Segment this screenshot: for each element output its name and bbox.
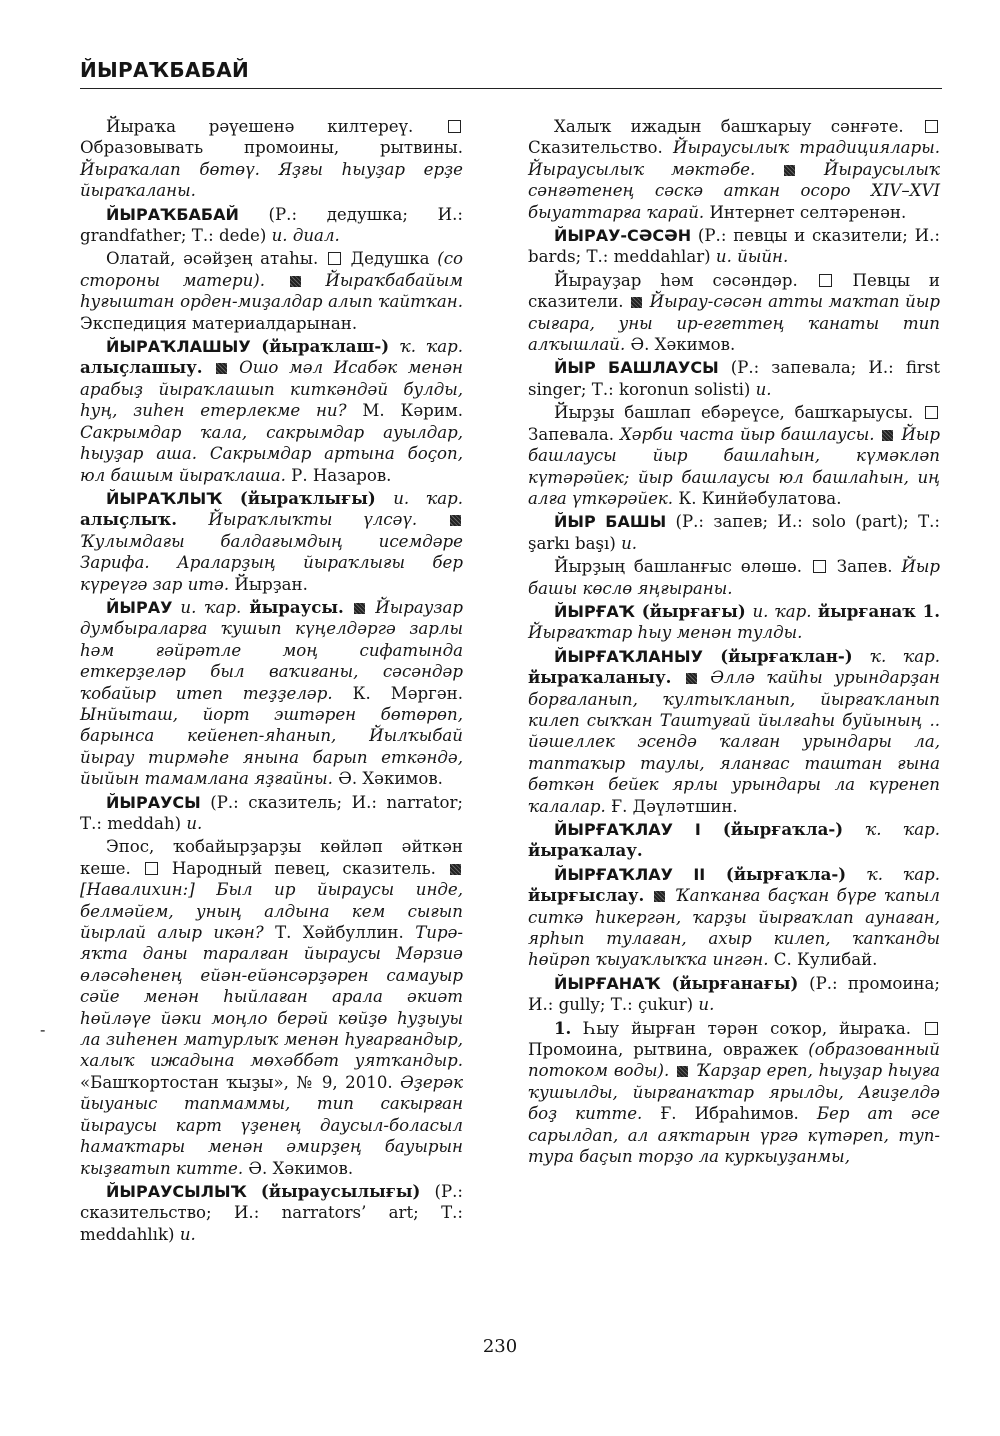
dictionary-paragraph [528, 225, 940, 268]
running-head: ЙЫРАҠБАБАЙ [80, 58, 250, 82]
italic-text: ҡ. ҡар. [869, 646, 940, 666]
bold-text: (йырғаҡла-) [705, 863, 867, 884]
text-run: Ғ. Ибраһимов. [642, 1104, 817, 1124]
italic-text: Ҡулымдағы балдағымдың исемдәре Зарифа. Араларҙың йыраҡлығы бер күреүгә зар итә. [80, 531, 463, 594]
text-run: К. Мәргән. [332, 683, 463, 703]
dictionary-paragraph [528, 601, 940, 644]
italic-text: и. [621, 533, 638, 553]
italic-text: Ҡапҡанға баҫҡан бүре ҡапыл ситкә һикергән, ҡарҙы йырғаҡлап аунаған, ярһып тулаған, ахыр килеп, ҡапҡанды һөйрәп ҡыуаҡлыҡҡа ингән. [528, 886, 940, 970]
dictionary-paragraph [528, 1018, 940, 1168]
italic-text: Йыраусылыҡ сәнғәтенең сәскә аткан осоро XIV–XVI быуаттарға ҡарай. [528, 159, 940, 222]
translation-marker-icon [925, 1022, 938, 1035]
italic-text: Тирә-яҡта даны таралған йыраусы Мәрзиә өләсәһенең ейән-ейәнсәрҙәрен самауыр сәйе менән һыйлаған арала әкиәт һөйләүе йәки моңло берәй көйҙө һуҙыуы ла зиһенен матурлыҡ менән һуғарғандыр, халыҡ ижадына мөхәббәт уятҡандыр. [80, 923, 463, 1071]
text-run: Образовывать промоины, рытвины. [80, 138, 463, 158]
bold-text: 1. [554, 1017, 584, 1038]
dictionary-paragraph [80, 792, 463, 835]
italic-text: Йыраҡбабайым һуғыштан орден-миҙалдар алып ҡайтҡан. [80, 270, 463, 312]
italic-text: ҡ. ҡар. [866, 864, 941, 884]
right-column [528, 116, 940, 1168]
text-run: Певцы и сказители. [528, 270, 940, 312]
italic-text: Йырғаҡтар һыу менән тулды. [528, 623, 803, 643]
headword: ЙЫРАУСЫ [106, 792, 201, 812]
text-run: «Башҡортостан ҡыҙы», № 9, 2010. [80, 1072, 401, 1092]
italic-text: Ошо мәл Исабәк менән арабыҙ йыраҡлашып киткәндәй булды, һуң, зиһен етерлекме ни? [80, 358, 463, 421]
italic-text: (образованный потоком воды). [528, 1040, 940, 1081]
italic-text: Ҡарҙар ереп, һыуҙар һыуға ҡушылды, йырғанаҡтар ярылды, Ағиҙелдә боҙ китте. [528, 1061, 940, 1124]
text-run: Олатай, әсәйҙең атаһы. [106, 249, 326, 269]
example-marker-icon [450, 515, 461, 526]
example-marker-icon [784, 165, 795, 176]
example-marker-icon [354, 603, 365, 614]
headword: ЙЫРАУ-СӘСӘН [554, 226, 692, 246]
italic-text: Бер ат әсе сарылдап, ал аяҡтарын үргә күтәреп, туп-тура баҫып торҙо ла куркыуҙанмы, [528, 1104, 940, 1167]
text-run: (Р.: певцы и сказители; И.: bards; Т.: meddahlar) [528, 226, 940, 267]
margin-mark: - [40, 1020, 46, 1039]
italic-text: ҡ. ҡар. [865, 820, 941, 839]
headword: ЙЫРҒАНАҠ [554, 973, 661, 993]
translation-marker-icon [328, 252, 341, 265]
italic-text: Йыраусылыҡ традициялары. Йыраусылыҡ мәктәбе. [528, 138, 940, 179]
headword: ЙЫРҒАҠЛАУ II [554, 864, 706, 884]
example-marker-icon [290, 276, 301, 287]
dictionary-paragraph [80, 336, 463, 486]
headword: ЙЫРҒАҠЛАУ I [554, 820, 701, 839]
dictionary-paragraph [528, 556, 940, 599]
text-run: Запевала. [528, 424, 620, 444]
translation-marker-icon [145, 862, 158, 875]
translation-marker-icon [819, 274, 832, 287]
italic-text: Йыраҡлыҡты үлсәү. [208, 510, 448, 530]
text-run: Эпос, ҡобайырҙарҙы көйләп әйткән кеше. [80, 837, 463, 878]
italic-text: Йырау-сәсән атты маҡтап йыр сығара, уны ир-егеттең ҡанаты тип алҡышлай. [528, 292, 940, 355]
text-run: Ә. Хәкимов. [243, 1158, 354, 1178]
text-run: Ә. Хәкимов. [332, 769, 443, 789]
translation-marker-icon [448, 120, 461, 133]
example-marker-icon [450, 864, 461, 875]
bold-text: (йырғанағы) [660, 972, 810, 993]
example-marker-icon [631, 297, 642, 308]
text-run: Йырҙан. [229, 574, 308, 594]
page-header [80, 58, 942, 89]
italic-text: Хәрби часта йыр башлаусы. [619, 424, 881, 444]
text-run: (Р.: запев; И.: solo (part); Т.: şarkı başı) [528, 512, 941, 553]
bold-text: йыраҡалау. [528, 840, 643, 861]
text-run: Т. Хәйбуллин. [263, 923, 416, 943]
text-run: (Р.: промоина; И.: gully; Т.: çukur) [528, 973, 941, 1015]
dictionary-paragraph [528, 973, 940, 1016]
bold-text: алыҫлашыу. [80, 357, 214, 378]
translation-marker-icon [925, 120, 938, 133]
bold-text: (йыраусылығы) [246, 1180, 435, 1201]
italic-text: ҡ. ҡар. [399, 337, 463, 357]
italic-text: и. [698, 995, 715, 1015]
text-run: Йыраҡа рәүешенә килтереү. [106, 117, 446, 136]
dictionary-paragraph [80, 116, 463, 202]
dictionary-paragraph [80, 597, 463, 790]
text-run: (Р.: запевала; И.: first singer; Т.: koronun solisti) [528, 358, 941, 399]
left-column [80, 116, 463, 1245]
dictionary-paragraph [528, 511, 940, 554]
bold-text: (йырғаҡлан-) [702, 645, 870, 666]
text-run: Йырҙың башланғыс өлөшө. [554, 557, 811, 577]
italic-text: и. ҡар. [172, 597, 250, 617]
dictionary-paragraph [80, 204, 463, 247]
bold-text: алыҫлыҡ. [80, 509, 209, 530]
headword: ЙЫРҒАҠЛАНЫУ [554, 646, 703, 666]
headword: ЙЫРАУСЫЛЫҠ [106, 1181, 247, 1201]
italic-text: и. ҡар. [752, 601, 818, 621]
dictionary-paragraph [528, 270, 940, 356]
dictionary-paragraph [80, 1181, 463, 1245]
headword: ЙЫРҒАҠ [554, 601, 635, 621]
italic-text: и. [755, 379, 772, 399]
dictionary-paragraph [528, 357, 940, 400]
text-run: Дедушка [342, 249, 438, 269]
italic-text: и. [179, 1224, 196, 1244]
page-number: 230 [482, 1336, 518, 1357]
dictionary-paragraph [80, 836, 463, 1179]
italic-text: Ынйыташ, йорт эштәрен бөтөрөп, барынса кейенеп-яһанып, Йылҡыбай йырау тирмәһе янына барып еткәндә, йыйын тамамлана яҙғайны. [80, 704, 463, 789]
bold-text: йырғыслау. [528, 885, 653, 906]
bold-text: (йырғаҡла-) [700, 819, 866, 839]
dictionary-paragraph [528, 819, 940, 862]
text-run: С. Кулибай. [768, 950, 878, 970]
translation-marker-icon [813, 560, 826, 573]
dictionary-paragraph [528, 646, 940, 817]
italic-text: Әллә ҡайһы урындарҙан борғаланып, ҡултыҡланып, йырғаҡланып килеп сыҡҡан Таштуғай йылғаһы буйының .. йәшеллек эсендә ҡалған урындары ла, таптаҡыр таулы, яланғас таштан ғына бөткән бейек ярлы урындары ла күренеп ҡалалар. [528, 668, 940, 816]
text-run: Экспедиция материалдарынан. [80, 313, 358, 333]
text-run: Народный певец, сказитель. [159, 858, 448, 878]
italic-text: Йыр башы көслө яңғыраны. [528, 557, 940, 598]
text-run: Р. Назаров. [285, 465, 392, 485]
dictionary-paragraph [80, 488, 463, 595]
dictionary-paragraph [528, 864, 940, 971]
text-run: Ә. Хәкимов. [625, 335, 736, 355]
text-run: Запев. [827, 557, 902, 577]
text-run: Йырҙы башлап ебәреүсе, башҡарыусы. [554, 403, 923, 423]
italic-text: и. йыйн. [715, 247, 789, 267]
headword: ЙЫРАҠЛЫҠ [106, 488, 223, 508]
bold-text: йырғанаҡ 1. [817, 600, 941, 621]
text-run: Халыҡ ижадын башҡарыу сәнғәте. [554, 117, 923, 136]
italic-text: Әҙерәк йыуаныс тапмаммы, тип сакырған йыраусы карт үҙенең даусыл-боласыл һамаҡтары менән әмирҙең бауырын кыҙғатып китте. [80, 1072, 463, 1178]
text-run: (Р.: дедушка; И.: grandfather; Т.: dede) [80, 204, 463, 246]
text-run: Йырауҙар һәм сәсәндәр. [554, 270, 817, 290]
dictionary-paragraph [80, 248, 463, 334]
headword: ЙЫР БАШЫ [554, 512, 667, 532]
bold-text: (йыраҡлығы) [222, 487, 394, 508]
italic-text: Йыр башлаусы йыр башлаһын, күмәкләп күтәрәйек; йыр башлаусы юл башлаһын, иң алға үткәрәйек. [528, 424, 940, 508]
headword: ЙЫРАҠБАБАЙ [106, 204, 239, 224]
example-marker-icon [216, 363, 227, 374]
bold-text: (йырғағы) [634, 600, 753, 621]
text-run: (Р.: сказитель; И.: narrator; Т.: meddah) [80, 792, 463, 833]
bold-text: йыраҡаланыу. [528, 667, 684, 688]
italic-text: (со стороны матери). [80, 249, 463, 290]
bold-text: (йыраҡлаш-) [250, 336, 400, 357]
example-marker-icon [882, 430, 893, 441]
text-run: Сказительство. [528, 138, 674, 158]
italic-text: и. [186, 814, 203, 833]
translation-marker-icon [925, 406, 938, 419]
headword: ЙЫРАУ [106, 597, 173, 617]
headword: ЙЫР БАШЛАУСЫ [554, 358, 719, 378]
example-marker-icon [677, 1066, 688, 1077]
italic-text: Йыраҡалап бөтөү. Яҙғы һыуҙар ерҙе йыраҡаланы. [80, 159, 463, 201]
italic-text: и. диал. [271, 226, 340, 246]
text-run: Интернет селтәренән. [704, 202, 907, 222]
dictionary-paragraph [528, 402, 940, 509]
italic-text: Йыраузар думбыраларға ҡушып күңелдәргә зарлы һәм ғәйрәтле моң сифатында еткерҙеләр был ваҡиғаны, сәсәндәр ҡобайыр итеп теҙҙеләр. [80, 597, 463, 703]
text-run: Ғ. Дәүләтшин. [605, 796, 738, 816]
bold-text: йыраусы. [249, 596, 353, 617]
example-marker-icon [686, 673, 697, 684]
text-run: (Р.: сказительство; И.: narrators’ art; Т.: meddahlık) [80, 1181, 463, 1244]
example-marker-icon [654, 891, 665, 902]
italic-text: и. ҡар. [393, 488, 463, 508]
headword: ЙЫРАҠЛАШЫУ [106, 337, 251, 357]
italic-text: [Навалихин:] Был ир йыраусы инде, белмәйем, уның алдына кем сығып йырлай алыр икән? [80, 880, 463, 943]
text-run: М. Кәрим. [346, 401, 464, 421]
text-run: К. Кинйәбулатова. [673, 488, 842, 508]
text-run: Промоина, рытвина, овражек [528, 1040, 809, 1060]
italic-text: Сакрымдар ҡала, сакрымдар ауылдар, һыуҙар аша. Сакрымдар артына боҫоп, юл башым йыраҡлаша. [80, 422, 463, 485]
dictionary-paragraph [528, 116, 940, 223]
text-run: Һыу йырған тәрән соҡор, йыраҡа. [583, 1018, 923, 1038]
